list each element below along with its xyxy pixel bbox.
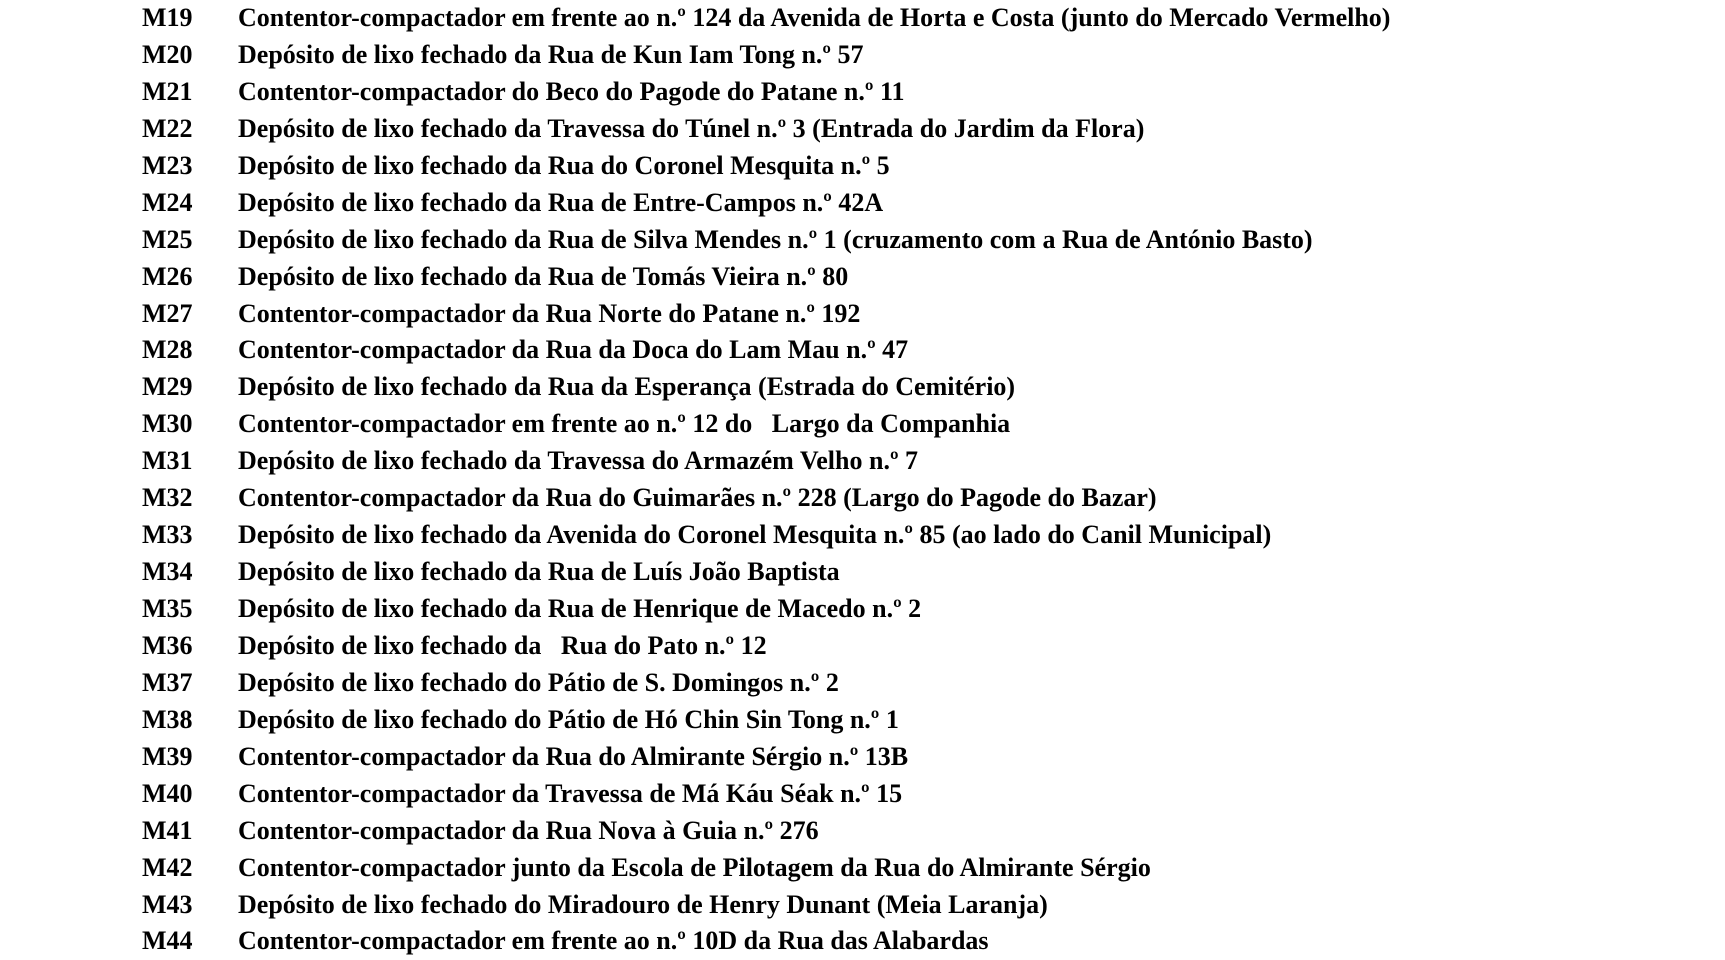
- entry-code: M43: [142, 889, 193, 919]
- list-item: [142, 74, 1702, 111]
- list-item: [142, 887, 1702, 924]
- entry-code: M35: [142, 594, 193, 623]
- entry-code: M33: [142, 520, 193, 550]
- list-item: [142, 296, 1702, 333]
- list-item: [142, 37, 1702, 74]
- list-item: [142, 185, 1702, 222]
- entry-code: M25: [142, 224, 193, 254]
- entry-description: Depósito de lixo fechado da Travessa do Túnel n.º 3 (Entrada do Jardim da Flora): [238, 113, 1145, 143]
- list-item: [142, 850, 1702, 887]
- entry-description: Contentor-compactador em frente ao n.º 10D da Rua das Alabardas: [238, 926, 989, 956]
- list-item: [142, 259, 1702, 296]
- entry-code: M41: [142, 815, 193, 845]
- list-item: [142, 406, 1702, 443]
- list-item: [142, 591, 1702, 628]
- entry-description: Depósito de lixo fechado do Pátio de S. Domingos n.º 2: [238, 667, 839, 697]
- list-item: [142, 923, 1702, 960]
- entry-description: Depósito de lixo fechado do Miradouro de Henry Dunant (Meia Laranja): [238, 889, 1048, 919]
- entry-code: M34: [142, 557, 193, 587]
- list-item: [142, 443, 1702, 480]
- list-item: [142, 111, 1702, 148]
- entry-code: M30: [142, 409, 193, 439]
- list-item: [142, 776, 1702, 813]
- entry-code: M29: [142, 372, 193, 402]
- list-item: [142, 480, 1702, 517]
- entry-code: M27: [142, 298, 193, 328]
- entry-code: M20: [142, 39, 193, 69]
- list-item: [142, 517, 1702, 554]
- entry-code: M37: [142, 667, 193, 697]
- list-item: [142, 369, 1702, 406]
- entry-description: Contentor-compactador junto da Escola de Pilotagem da Rua do Almirante Sérgio: [238, 852, 1151, 882]
- entry-description: Depósito de lixo fechado da Rua de Henrique de Macedo n.º 2: [238, 594, 922, 623]
- entry-description: Contentor-compactador do Beco do Pagode do Patane n.º 11: [238, 76, 905, 106]
- entry-description: Depósito de lixo fechado da Rua de Kun Iam Tong n.º 57: [238, 39, 864, 69]
- list-item: [142, 739, 1702, 776]
- list-item: [142, 702, 1702, 739]
- entry-description: Depósito de lixo fechado da Rua de Silva Mendes n.º 1 (cruzamento com a Rua de António Basto): [238, 224, 1313, 254]
- entry-description: Contentor-compactador da Rua Norte do Patane n.º 192: [238, 298, 861, 328]
- entry-description: Depósito de lixo fechado da Rua de Tomás Vieira n.º 80: [238, 261, 849, 291]
- entry-code: M22: [142, 113, 193, 143]
- entry-code: M32: [142, 483, 193, 513]
- entry-description: Contentor-compactador da Rua da Doca do Lam Mau n.º 47: [238, 335, 909, 365]
- waste-location-list: [142, 0, 1702, 960]
- entry-description: Depósito de lixo fechado do Pátio de Hó Chin Sin Tong n.º 1: [238, 704, 899, 734]
- entry-code: M38: [142, 704, 193, 734]
- list-item: [142, 628, 1702, 665]
- entry-description: Depósito de lixo fechado da Rua do Coronel Mesquita n.º 5: [238, 150, 890, 180]
- entry-code: M19: [142, 3, 193, 32]
- list-item: [142, 332, 1702, 369]
- entry-code: M36: [142, 630, 193, 660]
- entry-description: Contentor-compactador da Travessa de Má Káu Séak n.º 15: [238, 778, 903, 808]
- entry-description: Contentor-compactador da Rua do Almirante Sérgio n.º 13B: [238, 741, 909, 771]
- entry-code: M40: [142, 778, 193, 808]
- list-item: [142, 813, 1702, 850]
- entry-code: M42: [142, 852, 193, 882]
- entry-description: Depósito de lixo fechado da Avenida do Coronel Mesquita n.º 85 (ao lado do Canil Municipal): [238, 520, 1272, 550]
- entry-code: M26: [142, 261, 193, 291]
- entry-code: M28: [142, 335, 193, 365]
- entry-description: Contentor-compactador da Rua Nova à Guia n.º 276: [238, 815, 819, 845]
- entry-description: Depósito de lixo fechado da Rua de Luís João Baptista: [238, 557, 840, 587]
- entry-description: Depósito de lixo fechado da Rua de Entre-Campos n.º 42A: [238, 187, 884, 217]
- list-item: [142, 222, 1702, 259]
- entry-description: Depósito de lixo fechado da Rua da Esperança (Estrada do Cemitério): [238, 372, 1016, 402]
- entry-description: Depósito de lixo fechado da Rua do Pato n.º 12: [238, 630, 767, 660]
- entry-code: M24: [142, 187, 193, 217]
- list-item: [142, 0, 1702, 37]
- list-item: [142, 148, 1702, 185]
- entry-description: Contentor-compactador em frente ao n.º 12 do Largo da Companhia: [238, 409, 1011, 439]
- entry-code: M23: [142, 150, 193, 180]
- entry-description: Contentor-compactador da Rua do Guimarães n.º 228 (Largo do Pagode do Bazar): [238, 483, 1157, 513]
- entry-code: M44: [142, 926, 193, 956]
- list-item: [142, 554, 1702, 591]
- entry-code: M21: [142, 76, 193, 106]
- entry-description: Depósito de lixo fechado da Travessa do Armazém Velho n.º 7: [238, 446, 919, 476]
- entry-code: M39: [142, 741, 193, 771]
- entry-description: Contentor-compactador em frente ao n.º 124 da Avenida de Horta e Costa (junto do Mercado Vermelho): [238, 3, 1391, 32]
- entry-code: M31: [142, 446, 193, 476]
- list-item: [142, 665, 1702, 702]
